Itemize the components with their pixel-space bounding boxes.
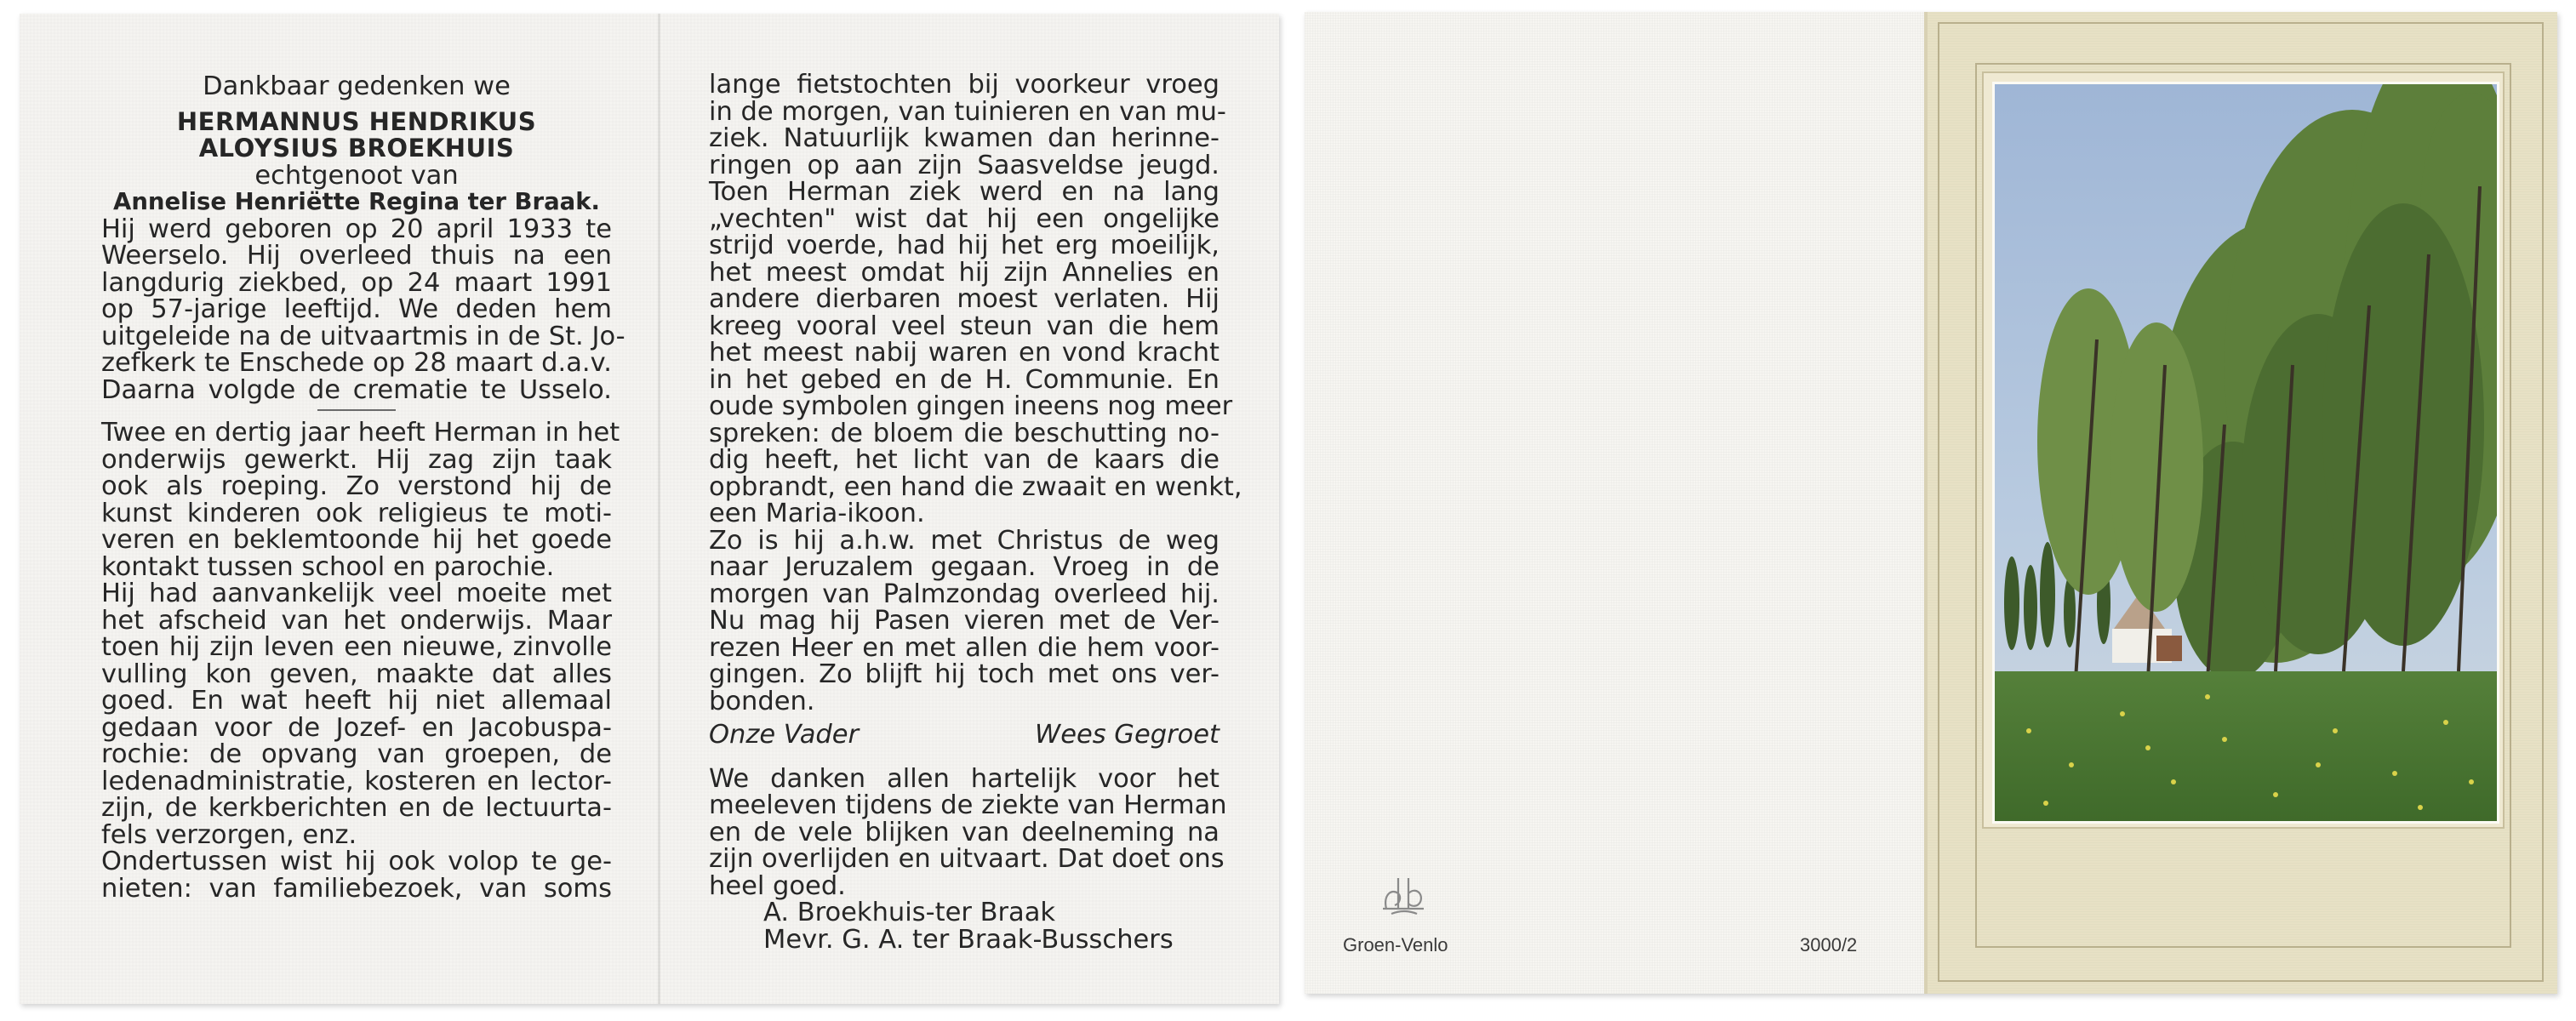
thanks-paragraph bbox=[709, 763, 1227, 901]
text-line: een Maria-ikoon. bbox=[709, 499, 925, 528]
text-line: Hij had aanvankelijk veel moeite met bbox=[101, 579, 612, 608]
text-line: zijn, de kerkberichten en de lectuurta- bbox=[101, 793, 612, 823]
text-line: veren en beklemtoonde hij het goede bbox=[101, 525, 612, 555]
text-line: Zo is hij a.h.w. met Christus de weg bbox=[709, 525, 1219, 556]
text-line: het meest omdat hij zijn Annelies en bbox=[709, 257, 1219, 288]
separator-rule bbox=[317, 409, 396, 411]
blank-back-panel bbox=[1305, 12, 1924, 994]
text-line: en de vele blijken van deelneming na bbox=[709, 817, 1219, 847]
text-line: heel goed. bbox=[709, 870, 846, 901]
text-line: andere dierbaren moest verlaten. Hij bbox=[709, 284, 1219, 314]
left-text-column bbox=[101, 71, 625, 904]
career-paragraph bbox=[101, 418, 620, 904]
text-line: kunst kinderen ook religieus te moti- bbox=[101, 498, 612, 528]
text-line: Weerselo. Hij overleed thuis na een bbox=[101, 241, 612, 271]
text-line: in het gebed en de H. Communie. En bbox=[709, 364, 1219, 395]
text-line: nieten: van familiebezoek, van soms bbox=[101, 873, 612, 904]
text-line: kreeg vooral veel steun van die hem bbox=[709, 311, 1219, 341]
text-line: het meest nabij waren en vond kracht bbox=[709, 338, 1219, 368]
card-fold-line bbox=[658, 14, 660, 1004]
text-line: Twee en dertig jaar heeft Herman in het bbox=[101, 418, 620, 448]
text-line: meeleven tijdens de ziekte van Herman bbox=[709, 790, 1227, 820]
text-line: Nu mag hij Pasen vieren met de Ver- bbox=[709, 606, 1219, 636]
text-line: onderwijs gewerkt. Hij zag zijn taak bbox=[101, 444, 612, 475]
card-code: 3000/2 bbox=[1800, 934, 1858, 955]
prayer-hail-mary: Wees Gegroet bbox=[1035, 720, 1219, 750]
prayer-row bbox=[709, 722, 1219, 749]
text-line: oude symbolen gingen ineens nog meer bbox=[709, 391, 1233, 421]
text-line: zijn overlijden en uitvaart. Dat doet ons bbox=[709, 844, 1225, 874]
right-text-column bbox=[709, 70, 1242, 955]
text-line: Daarna volgde de crematie te Usselo. bbox=[101, 374, 612, 405]
text-line: kontakt tussen school en parochie. bbox=[101, 551, 555, 582]
text-line: Toen Herman ziek werd en na lang bbox=[709, 177, 1219, 207]
spouse-name: Annelise Henriëtte Regina ter Braak. bbox=[113, 188, 600, 215]
text-line: rezen Heer en met allen die hem voor- bbox=[709, 632, 1219, 663]
text-line: zefkerk te Enschede op 28 maart d.a.v. bbox=[101, 348, 612, 378]
memorial-card-cover-spread bbox=[1305, 12, 2557, 994]
text-line: naar Jeruzalem gegaan. Vroeg in de bbox=[709, 552, 1219, 582]
text-line: in de morgen, van tuinieren en van mu- bbox=[709, 96, 1226, 127]
text-line: Hij werd geboren op 20 april 1933 te bbox=[101, 214, 612, 244]
text-line: bonden. bbox=[709, 686, 815, 716]
text-line: langdurig ziekbed, op 24 maart 1991 bbox=[101, 267, 612, 298]
text-line: „vechten" wist dat hij een ongelijke bbox=[709, 203, 1219, 234]
signature-line: A. Broekhuis-ter Braak bbox=[763, 898, 1056, 927]
text-line: toen hij zijn leven een nieuwe, zinvolle bbox=[101, 632, 612, 662]
publisher-logo-icon bbox=[1374, 870, 1432, 917]
text-line: ledenadministratie, kosteren en lector- bbox=[101, 766, 612, 796]
text-line: opbrandt, een hand die zwaait en wenkt, bbox=[709, 471, 1242, 502]
intro-line: Dankbaar gedenken we bbox=[203, 71, 511, 101]
text-line: gedaan voor de Jozef- en Jacobuspa- bbox=[101, 712, 612, 743]
text-line: ringen op aan zijn Saasveldse jeugd. bbox=[709, 150, 1219, 180]
text-line: fels verzorgen, enz. bbox=[101, 819, 357, 850]
text-line: Ondertussen wist hij ook volop te ge- bbox=[101, 847, 612, 876]
spouse-intro: echtgenoot van bbox=[254, 160, 459, 191]
text-line: spreken: de bloem die beschutting no- bbox=[709, 418, 1219, 448]
text-line: vulling kon geven, maakte dat alles bbox=[101, 659, 612, 689]
text-line: ook als roeping. Zo verstond hij de bbox=[101, 471, 612, 501]
text-line: uitgeleide na de uitvaartmis in de St. Jo- bbox=[101, 321, 625, 351]
text-line: gingen. Zo blijft hij toch met ons ver- bbox=[709, 659, 1219, 689]
memories-paragraph bbox=[709, 70, 1242, 716]
text-line: morgen van Palmzondag overleed hij. bbox=[709, 579, 1219, 609]
text-line: ziek. Natuurlijk kwamen dan herinne- bbox=[709, 123, 1219, 153]
landscape-photo-icon bbox=[1992, 82, 2499, 824]
publisher-name: Groen-Venlo bbox=[1343, 934, 1448, 955]
text-line: strijd voerde, had hij het erg moeilijk, bbox=[709, 231, 1219, 260]
memorial-card-text-spread bbox=[20, 14, 1279, 1004]
deceased-name-line2: ALOYSIUS BROEKHUIS bbox=[198, 134, 515, 163]
photo-front-panel bbox=[1928, 12, 2557, 994]
text-line: rochie: de opvang van groepen, de bbox=[101, 739, 612, 769]
signature-line: Mevr. G. A. ter Braak-Busschers bbox=[763, 924, 1174, 955]
text-line: op 57-jarige leeftijd. We deden hem bbox=[101, 294, 612, 324]
text-line: het afscheid van het onderwijs. Maar bbox=[101, 605, 612, 636]
text-line: dig heeft, het licht van de kaars die bbox=[709, 445, 1219, 475]
text-line: lange fietstochten bij voorkeur vroeg bbox=[709, 70, 1219, 100]
text-line: goed. En wat heeft hij niet allemaal bbox=[101, 686, 612, 716]
text-line: We danken allen hartelijk voor het bbox=[709, 763, 1219, 794]
deceased-name-line1: HERMANNUS HENDRIKUS bbox=[176, 106, 537, 136]
prayer-our-father: Onze Vader bbox=[709, 720, 860, 750]
biography-paragraph bbox=[101, 214, 625, 405]
